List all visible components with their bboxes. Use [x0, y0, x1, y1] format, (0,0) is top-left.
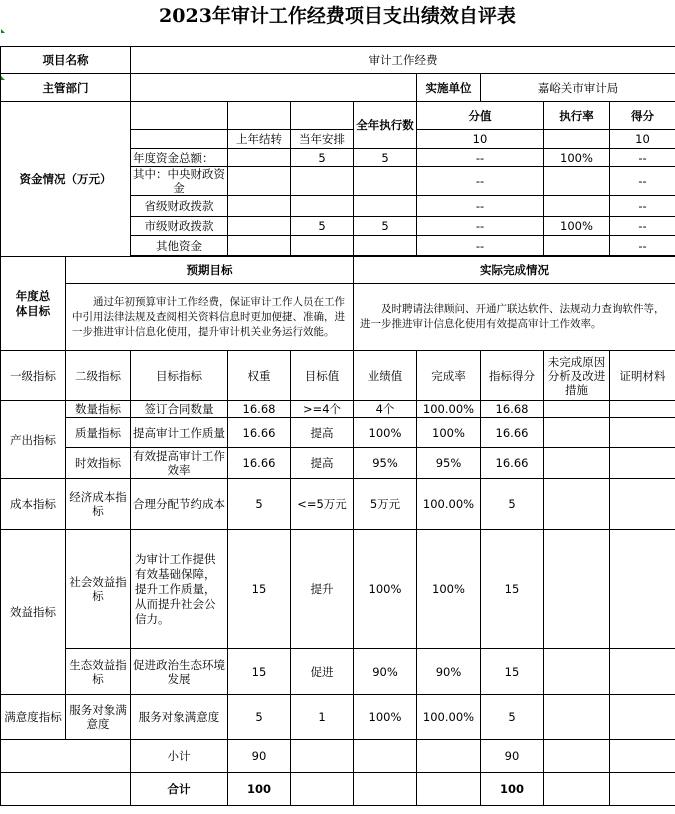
target: 有效提高审计工作效率 — [131, 448, 228, 479]
funds-prev — [228, 167, 291, 196]
blank — [610, 740, 675, 773]
col-proof: 证明材料 — [610, 351, 675, 401]
goal-value: <=5万元 — [291, 479, 354, 530]
expected-goal-text: 通过年初预算审计工作经费，保证审计工作人员在工作中引用法律法规及查阅相关资料信息时更加便捷、准确，进一步推进审计信息化使用，提升审计机关业务运行效能。 — [66, 284, 354, 351]
performance: 100% — [354, 530, 417, 649]
proof — [610, 448, 675, 479]
exec-rate-total — [544, 130, 610, 149]
col-completion: 完成率 — [417, 351, 481, 401]
funds-rate: 100% — [544, 149, 610, 167]
funds-full — [354, 196, 417, 217]
proof — [610, 479, 675, 530]
total-weight: 100 — [228, 773, 291, 806]
reason — [544, 418, 610, 448]
level1-output: 产出指标 — [1, 401, 66, 479]
score: 16.68 — [481, 401, 544, 418]
subtotal-blank — [1, 740, 131, 773]
proof — [610, 695, 675, 740]
score: 16.66 — [481, 448, 544, 479]
funds-row-label: 年度资金总额： — [131, 149, 228, 167]
funds-score: -- — [417, 217, 544, 236]
level2: 数量指标 — [66, 401, 131, 418]
goal-value: 提升 — [291, 530, 354, 649]
level2: 时效指标 — [66, 448, 131, 479]
impl-unit: 嘉峪关市审计局 — [481, 74, 675, 102]
impl-unit-label: 实施单位 — [417, 74, 481, 102]
expected-goal-header: 预期目标 — [66, 257, 354, 284]
funds-cur — [291, 167, 354, 196]
reason — [544, 695, 610, 740]
full-year-header: 全年执行数 — [354, 102, 417, 149]
funds-prev — [228, 196, 291, 217]
blank — [417, 740, 481, 773]
weight: 16.68 — [228, 401, 291, 418]
funds-full: 5 — [354, 149, 417, 167]
funds-prev — [228, 236, 291, 256]
prev-balance-header: 上年结转 — [228, 130, 291, 149]
goal-value: 提高 — [291, 448, 354, 479]
subtotal-label: 小计 — [131, 740, 228, 773]
current-header: 当年安排 — [291, 130, 354, 149]
target: 促进政治生态环境发展 — [131, 649, 228, 695]
earned-header: 得分 — [610, 102, 675, 130]
funds-earned: -- — [610, 167, 675, 196]
project-name: 审计工作经费 — [131, 47, 675, 74]
funds-score: -- — [417, 236, 544, 256]
funds-score: -- — [417, 149, 544, 167]
blank — [417, 773, 481, 806]
funds-full — [354, 236, 417, 256]
funds-row-label: 其他资金 — [131, 236, 228, 256]
target: 提高审计工作质量 — [131, 418, 228, 448]
blank — [354, 740, 417, 773]
goal-value: >=4个 — [291, 401, 354, 418]
funds-header-blank — [291, 102, 354, 130]
funds-label: 资金情况（万元） — [1, 102, 131, 257]
funds-cur — [291, 196, 354, 217]
blank — [610, 773, 675, 806]
score: 15 — [481, 530, 544, 649]
performance: 100% — [354, 418, 417, 448]
funds-score: -- — [417, 167, 544, 196]
blank — [544, 773, 610, 806]
completion: 100.00% — [417, 401, 481, 418]
goal-value: 促进 — [291, 649, 354, 695]
blank — [291, 773, 354, 806]
weight: 5 — [228, 695, 291, 740]
level2: 质量指标 — [66, 418, 131, 448]
reason — [544, 448, 610, 479]
level1-cost: 成本指标 — [1, 479, 66, 530]
col-performance: 业绩值 — [354, 351, 417, 401]
funds-score: -- — [417, 196, 544, 217]
funds-rate: 100% — [544, 217, 610, 236]
funds-rate — [544, 167, 610, 196]
weight: 5 — [228, 479, 291, 530]
proof — [610, 530, 675, 649]
funds-earned: -- — [610, 236, 675, 256]
funds-row-label: 省级财政拨款 — [131, 196, 228, 217]
proof — [610, 418, 675, 448]
funds-prev — [228, 149, 291, 167]
actual-result-header: 实际完成情况 — [354, 257, 675, 284]
blank — [354, 773, 417, 806]
weight: 15 — [228, 530, 291, 649]
weight: 16.66 — [228, 448, 291, 479]
funds-cur: 5 — [291, 217, 354, 236]
funds-prev — [228, 217, 291, 236]
evaluation-table — [0, 46, 675, 806]
performance: 90% — [354, 649, 417, 695]
funds-row-label: 市级财政拨款 — [131, 217, 228, 236]
level1-benefit: 效益指标 — [1, 530, 66, 695]
proof — [610, 401, 675, 418]
reason — [544, 401, 610, 418]
funds-header-blank — [228, 102, 291, 130]
completion: 100.00% — [417, 695, 481, 740]
blank — [544, 740, 610, 773]
goal-value: 提高 — [291, 418, 354, 448]
funds-header-blank — [131, 130, 228, 149]
col-level2: 二级指标 — [66, 351, 131, 401]
goal-value: 1 — [291, 695, 354, 740]
score-header: 分值 — [417, 102, 544, 130]
performance: 4个 — [354, 401, 417, 418]
completion: 90% — [417, 649, 481, 695]
level2: 社会效益指标 — [66, 530, 131, 649]
funds-rate — [544, 196, 610, 217]
target: 合理分配节约成本 — [131, 479, 228, 530]
total-label: 合计 — [131, 773, 228, 806]
total-blank — [1, 773, 131, 806]
score: 15 — [481, 649, 544, 695]
dept-value — [131, 74, 417, 102]
funds-full: 5 — [354, 217, 417, 236]
proof — [610, 649, 675, 695]
completion: 95% — [417, 448, 481, 479]
col-target: 目标指标 — [131, 351, 228, 401]
reason — [544, 479, 610, 530]
blank — [291, 740, 354, 773]
funds-rate — [544, 236, 610, 256]
funds-header-blank — [131, 102, 228, 130]
performance: 5万元 — [354, 479, 417, 530]
total-score: 100 — [481, 773, 544, 806]
annual-goal-label: 年度总体目标 — [1, 257, 66, 351]
weight: 16.66 — [228, 418, 291, 448]
col-reason: 未完成原因分析及改进措施 — [544, 351, 610, 401]
level2: 经济成本指标 — [66, 479, 131, 530]
completion: 100.00% — [417, 479, 481, 530]
col-score: 指标得分 — [481, 351, 544, 401]
performance: 100% — [354, 695, 417, 740]
completion: 100% — [417, 418, 481, 448]
score: 16.66 — [481, 418, 544, 448]
score: 5 — [481, 479, 544, 530]
subtotal-score: 90 — [481, 740, 544, 773]
performance: 95% — [354, 448, 417, 479]
subtotal-weight: 90 — [228, 740, 291, 773]
target: 为审计工作提供有效基础保障，提升工作质量，从而提升社会公信力。 — [131, 530, 228, 649]
target: 服务对象满意度 — [131, 695, 228, 740]
reason — [544, 530, 610, 649]
col-level1: 一级指标 — [1, 351, 66, 401]
actual-result-text: 及时聘请法律顾问、开通广联达软件、法规动力查询软件等，进一步推进审计信息化使用有效提高审计工作效率。 — [354, 284, 675, 351]
level2: 生态效益指标 — [66, 649, 131, 695]
target: 签订合同数量 — [131, 401, 228, 418]
funds-full — [354, 167, 417, 196]
funds-cur — [291, 236, 354, 256]
funds-earned: -- — [610, 196, 675, 217]
reason — [544, 649, 610, 695]
exec-rate-header: 执行率 — [544, 102, 610, 130]
weight: 15 — [228, 649, 291, 695]
dept-label: 主管部门 — [1, 74, 131, 102]
col-goal: 目标值 — [291, 351, 354, 401]
funds-cur: 5 — [291, 149, 354, 167]
score-total: 10 — [417, 130, 544, 149]
level2: 服务对象满意度 — [66, 695, 131, 740]
earned-total: 10 — [610, 130, 675, 149]
cell-marker-icon — [1, 29, 5, 33]
funds-earned: -- — [610, 149, 675, 167]
level1-satisfaction: 满意度指标 — [1, 695, 66, 740]
score: 5 — [481, 695, 544, 740]
col-weight: 权重 — [228, 351, 291, 401]
funds-row-label: 其中：中央财政资金 — [131, 167, 228, 196]
page-title: 2023年审计工作经费项目支出绩效自评表 — [159, 5, 516, 27]
completion: 100% — [417, 530, 481, 649]
project-name-label: 项目名称 — [1, 47, 131, 74]
funds-earned: -- — [610, 217, 675, 236]
